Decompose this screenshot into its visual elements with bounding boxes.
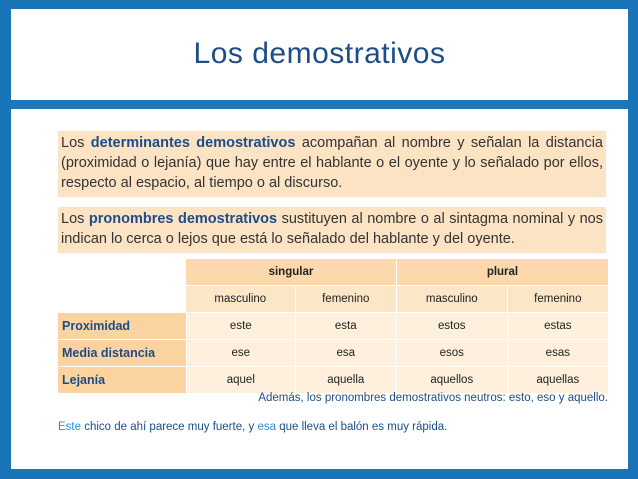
paragraph-determinantes — [58, 131, 606, 197]
slide-title: Los demostrativos — [193, 37, 446, 70]
group-header-singular: singular — [186, 259, 396, 286]
group-header-plural: plural — [396, 259, 608, 286]
row-label: Lejanía — [58, 367, 186, 394]
para2-post: sustituyen al nombre o al sintagma nominal y nos indican lo cerca o lejos que está lo señalado del hablante y del oyente. — [61, 211, 603, 247]
table-cell: aquellos — [396, 367, 507, 394]
table-cell: esos — [396, 340, 507, 367]
table-cell: este — [186, 313, 295, 340]
example-word-este: Este — [58, 421, 82, 433]
table-cell: aquel — [186, 367, 295, 394]
subhead-cell: masculino — [396, 286, 507, 313]
example-text-2: que lleva el balón es muy rápida. — [276, 421, 448, 433]
table-cell: aquellas — [507, 367, 608, 394]
row-label: Media distancia — [58, 340, 186, 367]
example-sentence — [58, 421, 608, 433]
table-row — [58, 340, 608, 367]
table-cell: esa — [295, 340, 396, 367]
paragraph-pronombres — [58, 207, 606, 253]
row-label: Proximidad — [58, 313, 186, 340]
para2-bold: pronombres demostrativos — [88, 211, 278, 227]
table-corner — [58, 259, 186, 286]
table-corner — [58, 286, 186, 313]
neutral-pronouns-note: Además, los pronombres demostrativos neutros: esto, eso y aquello. — [258, 392, 608, 404]
subhead-cell: masculino — [186, 286, 295, 313]
table-cell: esta — [295, 313, 396, 340]
subhead-cell: femenino — [507, 286, 608, 313]
table-cell: ese — [186, 340, 295, 367]
table-cell: estas — [507, 313, 608, 340]
para1-bold: determinantes demostrativos — [90, 135, 296, 151]
para1-pre: Los — [61, 135, 91, 151]
table-row — [58, 313, 608, 340]
table-cell: esas — [507, 340, 608, 367]
table-cell: estos — [396, 313, 507, 340]
para1-post: acompañan al nombre y señalan la distancia (proximidad o lejanía) que hay entre el hablante o el oyente y lo señalado por ellos, respecto al espacio, al tiempo o al discurso. — [61, 135, 603, 191]
example-word-esa: esa — [257, 421, 276, 433]
table-group-row — [58, 259, 608, 286]
table-subhead-row — [58, 286, 608, 313]
example-text-1: chico de ahí parece muy fuerte, y — [81, 421, 258, 433]
table-row — [58, 367, 608, 394]
title-divider — [11, 100, 628, 109]
subhead-cell: femenino — [295, 286, 396, 313]
demonstratives-table — [58, 259, 608, 394]
para2-pre: Los — [61, 211, 89, 227]
table-cell: aquella — [295, 367, 396, 394]
